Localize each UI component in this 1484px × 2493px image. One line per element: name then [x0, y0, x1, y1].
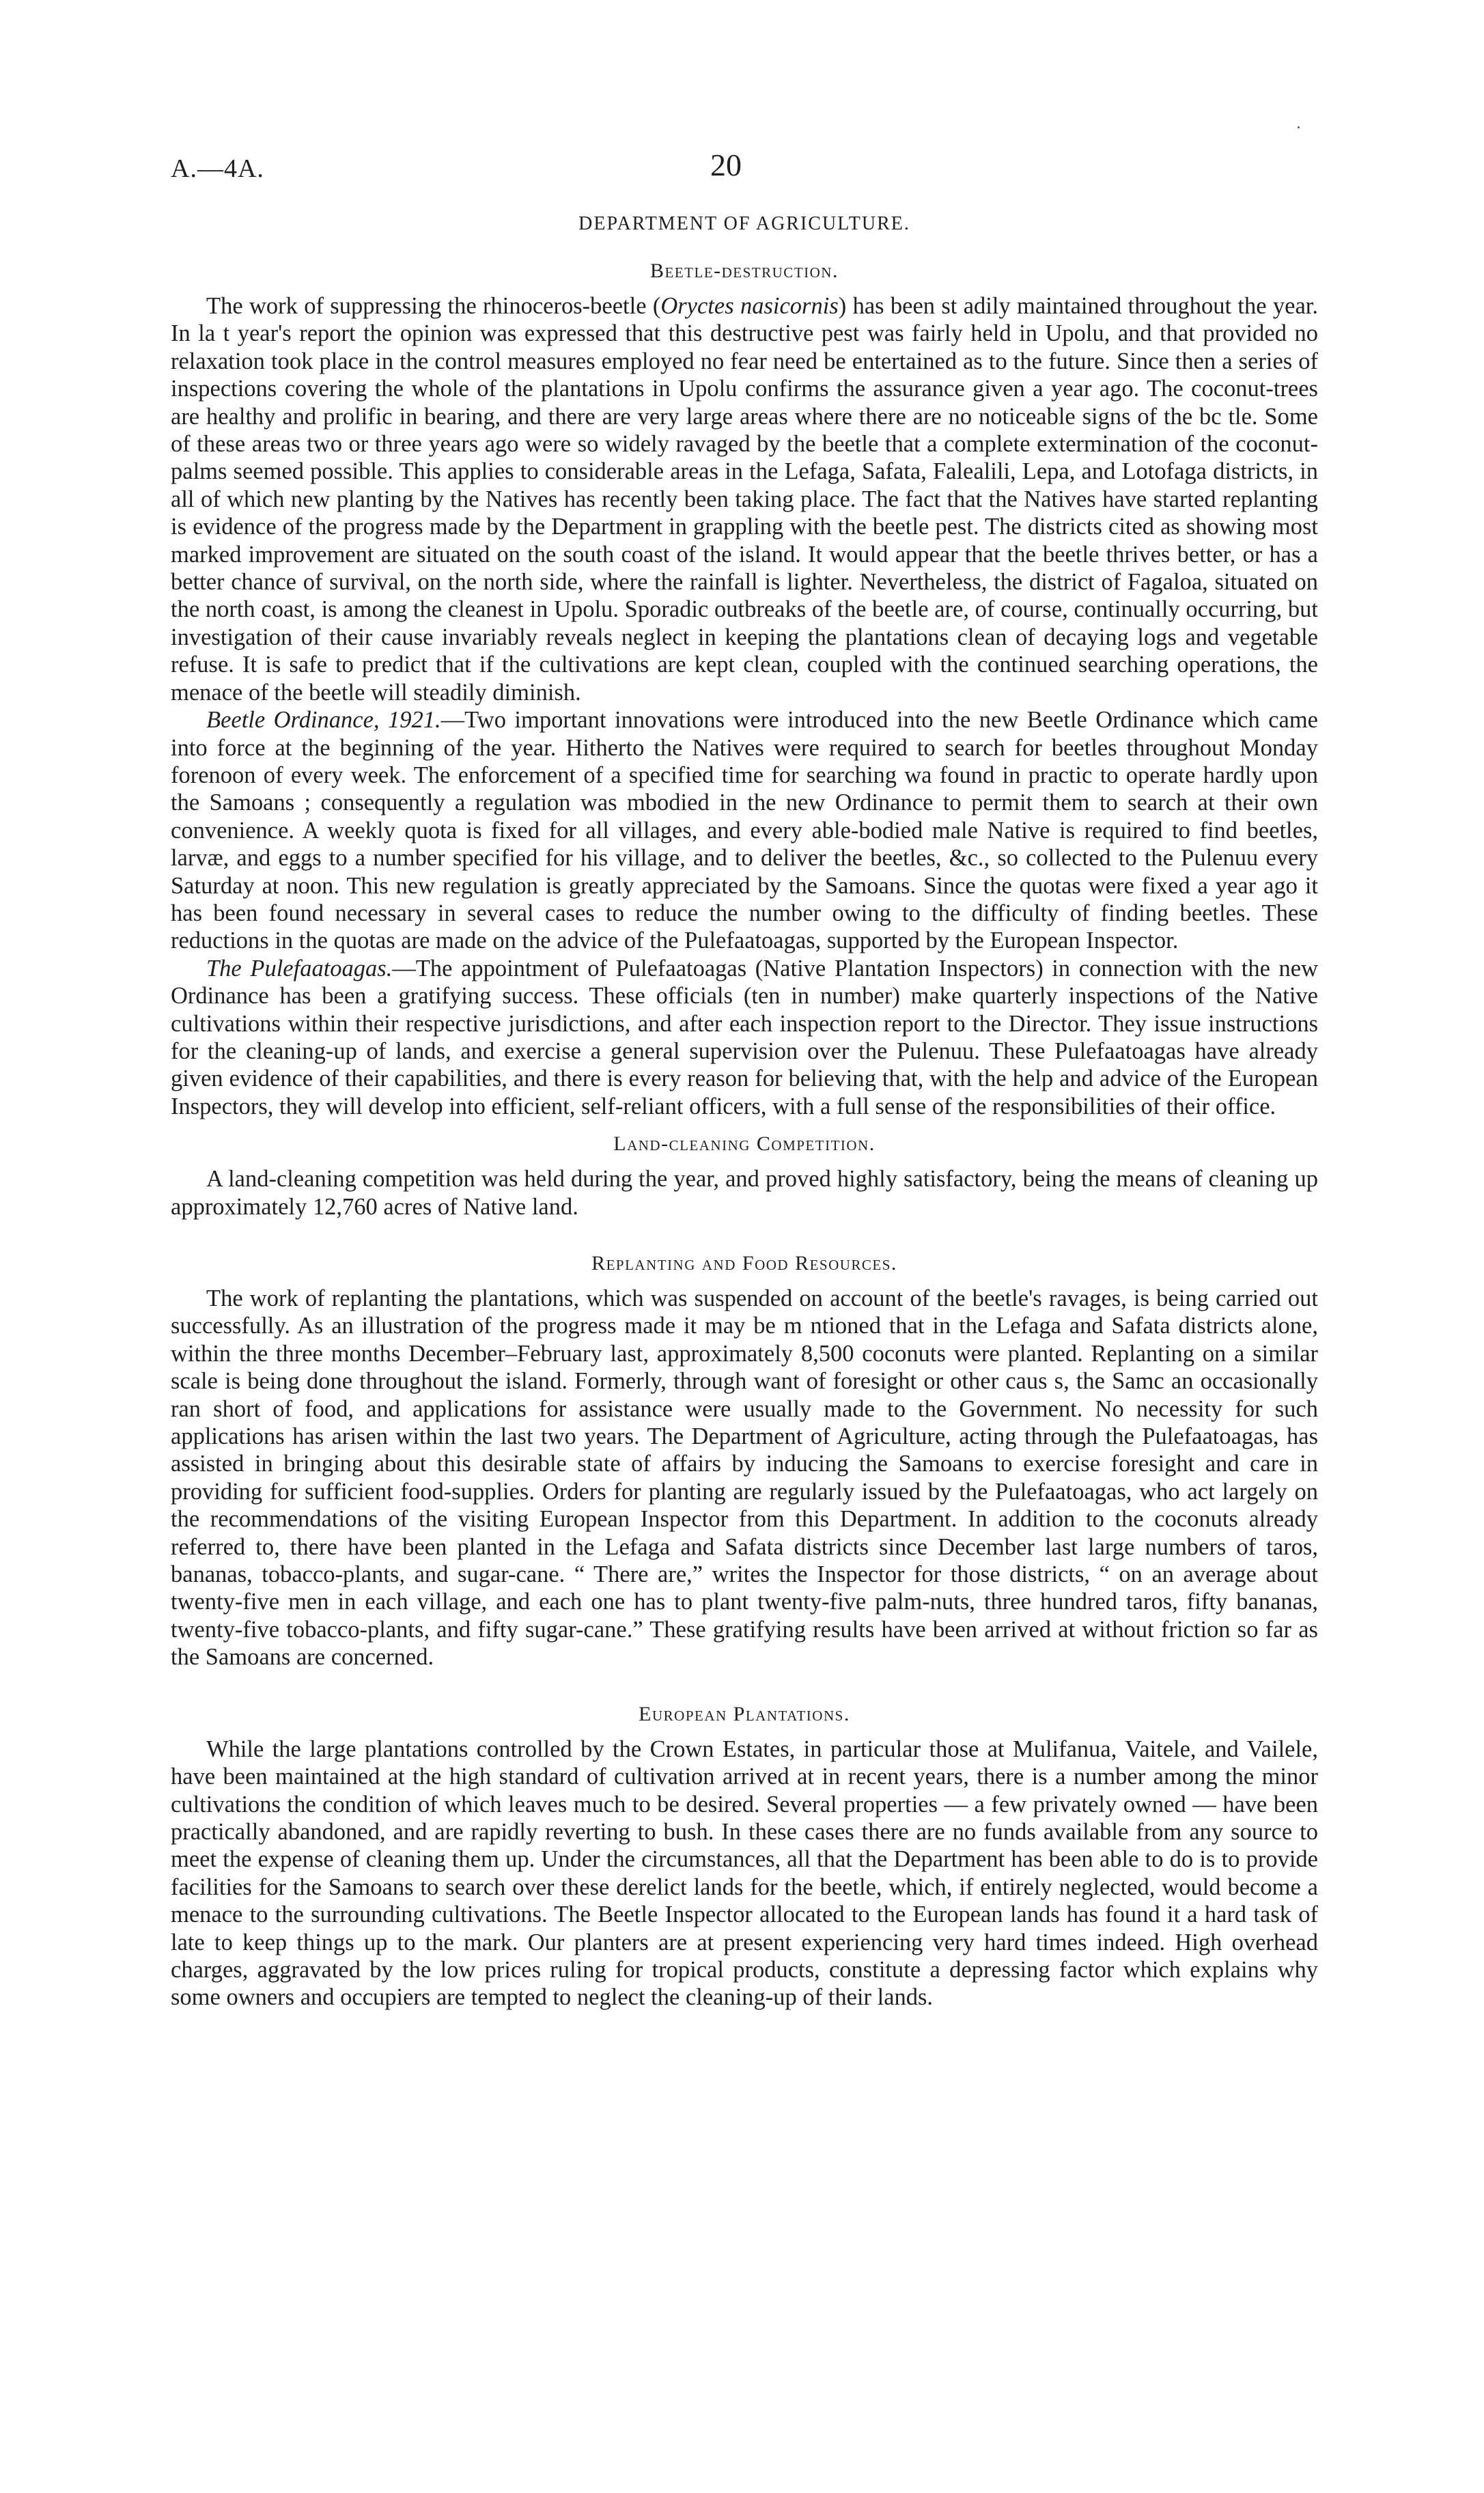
ordinance-lead: Beetle Ordinance, 1921. [206, 707, 441, 734]
department-title: DEPARTMENT OF AGRICULTURE. [578, 213, 910, 234]
replanting-paragraph: The work of replanting the plantations, which was suspended on account of the beetle's ravages, is being carried out successfully. As an illustration of the progress made it may be m ntioned that in the Lefaga and Safata districts alone, within the three months December–February last, approximately 8,500 coconuts were planted. Replanting on a similar scale is being done throughout the island. Formerly, through want of foresight or other caus s, the Samc an occasionally ran short of food, and applications for assistance were usually made to the Government. No necessity for such applications has arisen within the last two years. The Department of Agriculture, acting through the Pulefaatoagas, has assisted in bringing about this desirable state of affairs by inducing the Samoans to exercise foresight and care in providing for sufficient food-supplies. Orders for planting are regularly issued by the Pulefaatoagas, who act largely on the recommendations of the visiting European Inspector from this Department. In addition to the coconuts already referred to, there have been planted in the Lefaga and Safata districts since December last large numbers of taros, bananas, tobacco-plants, and sugar-cane. “ There are,” writes the Inspector for those districts, “ on an average about twenty-five men in each village, and each one has to plant twenty-five palm-nuts, three hundred taros, fifty bananas, twenty-five tobacco-plants, and fifty sugar-cane.” These gratifying results have been arrived at without friction so far as the Samoans are concerned. [171, 1285, 1318, 1671]
section-heading-european-plantations: European Plantations. [639, 1702, 850, 1725]
page-number: 20 [710, 148, 742, 182]
page-header [171, 147, 1318, 195]
section-heading-beetle: Beetle-destruction. [650, 260, 839, 282]
beetle-paragraph-1 [171, 292, 1318, 706]
land-cleaning-paragraph: A land-cleaning competition was held during the year, and proved highly satisfactory, being the means of cleaning up approximately 12,760 acres of Native land. [171, 1166, 1318, 1220]
pulefaatoagas-lead: The Pulefaatoagas. [206, 955, 393, 981]
beetle-p1-text-a: The work of suppressing the rhinoceros-beetle ( [206, 293, 661, 319]
ordinance-text: —Two important innovations were introduced into the new Beetle Ordinance which came into force at the beginning of the year. Hitherto the Natives were required to search for beetles throughout Monday forenoon of every week. The enforcement of a specified time for searching wa found in practic to operate hardly upon the Samoans ; consequently a regulation was mbodied in the new Ordinance to permit them to search at their own convenience. A weekly quota is fixed for all villages, and every able-bodied male Native is required to find beetles, larvæ, and eggs to a number specified for his village, and to deliver the beetles, &c., so collected to the Pulenuu every Saturday at noon. This new regulation is greatly appreciated by the Samoans. Since the quotas were fixed a year ago it has been found necessary in several cases to reduce the number owing to the difficulty of finding beetles. These reductions in the quotas are made on the advice of the Pulefaatoagas, supported by the European Inspector. [171, 707, 1318, 954]
section-heading-replanting: Replanting and Food Resources. [591, 1252, 897, 1275]
species-name: Oryctes nasicornis [660, 293, 839, 319]
pulefaatoagas-paragraph [171, 955, 1318, 1120]
beetle-ordinance-paragraph [171, 706, 1318, 955]
european-plantations-paragraph: While the large plantations controlled by the Crown Estates, in particular those at Mulifanua, Vaitele, and Vailele, have been maintained at the high standard of cultivation arrived at in recent years, there is a number among the minor cultivations the condition of which leaves much to be desired. Several properties — a few privately owned — have been practically abandoned, and are rapidly reverting to bush. In these cases there are no funds available from any source to meet the expense of cleaning them up. Under the circumstances, all that the Department has been able to do is to provide facilities for the Samoans to search over these derelict lands for the beetle, which, if entirely neglected, would become a menace to the surrounding cultivations. The Beetle Inspector allocated to the European lands has found it a hard task of late to keep things up to the mark. Our planters are at present experiencing very hard times indeed. High overhead charges, aggravated by the low prices ruling for tropical products, constitute a depressing factor which explains why some owners and occupiers are tempted to neglect the cleaning-up of their lands. [171, 1736, 1318, 2011]
section-heading-land-cleaning: Land-cleaning Competition. [613, 1132, 876, 1156]
scan-speck [1298, 126, 1300, 128]
beetle-p1-text-b: ) has been st adily maintained throughout the year. In la t year's report the opinion was expressed that this destructive pest was fairly held in Upolu, and that provided no relaxation took place in the control measures employed no fear need be entertained as to the future. Since then a series of inspections covering the whole of the plantations in Upolu confirms the assurance given a year ago. The coconut-trees are healthy and prolific in bearing, and there are very large areas where there are no noticeable signs of the bc tle. Some of these areas two or three years ago were so widely ravaged by the beetle that a complete extermination of the coconut-palms seemed possible. This applies to considerable areas in the Lefaga, Safata, Falealili, Lepa, and Lotofaga districts, in all of which new planting by the Natives has recently been taking place. The fact that the Natives have started replanting is evidence of the progress made by the Department in grappling with the beetle pest. The districts cited as showing most marked improvement are situated on the south coast of the island. It would appear that the beetle thrives better, or has a better chance of survival, on the north side, where the rainfall is lighter. Nevertheless, the district of Fagaloa, situated on the north coast, is among the cleanest in Upolu. Sporadic outbreaks of the beetle are, of course, continually occurring, but investigation of their cause invariably reveals neglect in keeping the plantations clean of decaying logs and vegetable refuse. It is safe to predict that if the cultivations are kept clean, coupled with the continued searching operations, the menace of the beetle will steadily diminish. [171, 293, 1318, 706]
report-reference: A.—4A. [171, 154, 264, 183]
page-body [171, 205, 1318, 2011]
pulefaatoagas-text: —The appointment of Pulefaatoagas (Native Plantation Inspectors) in connection with the new Ordinance has been a gratifying success. These officials (ten in number) make quarterly inspections of the Native cultivations within their respective jurisdictions, and after each inspection report to the Director. They issue instructions for the cleaning-up of lands, and exercise a general supervision over the Pulenuu. These Pulefaatoagas have already given evidence of their capabilities, and there is every reason for believing that, with the help and advice of the European Inspectors, they will develop into efficient, self-reliant officers, with a full sense of the responsibilities of their office. [171, 955, 1318, 1119]
